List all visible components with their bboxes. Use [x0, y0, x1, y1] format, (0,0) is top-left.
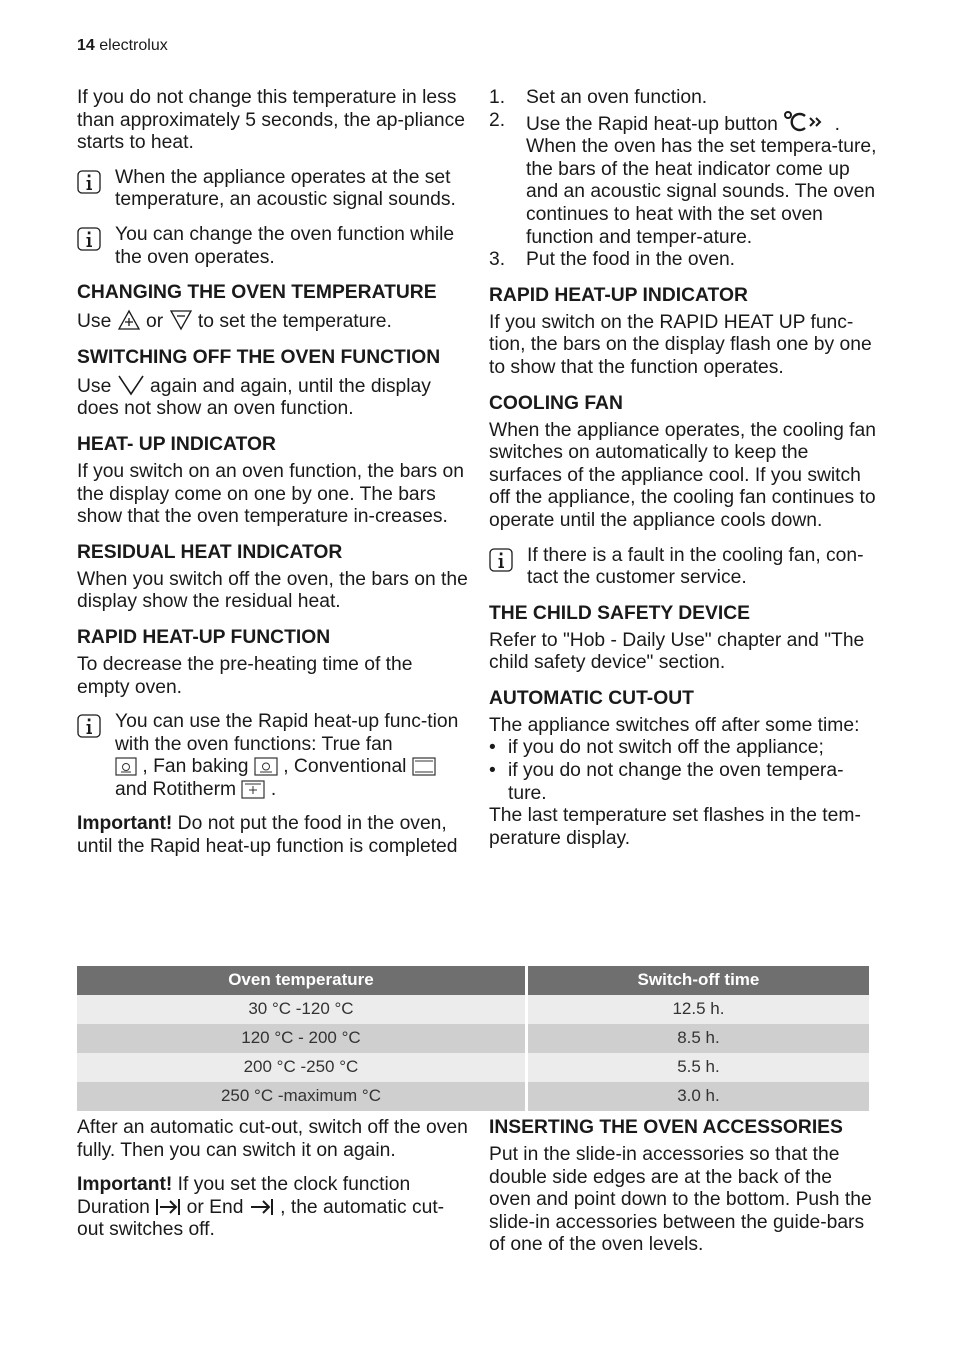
info-icon [489, 548, 513, 572]
info-icon [77, 714, 101, 738]
info-note-text: When the appliance operates at the set temperature, an acoustic signal sounds. [115, 166, 456, 211]
section-title: RAPID HEAT-UP INDICATOR [489, 284, 748, 306]
section-title: THE CHILD SAFETY DEVICE [489, 602, 751, 624]
list-item: • if you do not switch off the appliance; [489, 737, 824, 759]
table-header-cell: Oven temperature [77, 966, 525, 995]
section-title: HEAT- UP INDICATOR [77, 433, 276, 455]
section-title: SWITCHING OFF THE OVEN FUNCTION [77, 346, 441, 368]
rotitherm-icon [241, 780, 265, 799]
section-title: COOLING FAN [489, 392, 623, 414]
table-cell: 5.5 h. [528, 1053, 869, 1082]
list-item: • if you do not change the oven tempera-ture. [489, 760, 844, 804]
info-note-text: You can use the Rapid heat-up func-tion with the oven functions: True fan , Fan baking , Conventional and Rotitherm . [115, 711, 459, 800]
info-note [489, 545, 879, 590]
table-header-row [77, 966, 869, 995]
section-title: CHANGING THE OVEN TEMPERATURE [77, 282, 437, 304]
after-cutout-paragraph: After an automatic cut-out, switch off the oven fully. Then you can switch it on again. [77, 1117, 468, 1161]
section-text: When the appliance operates, the cooling fan switches on automatically to keep the surfaces of the appliance cool. If you switch off the appliance, the cooling fan continues to operate until the appliance cools down. [489, 419, 876, 531]
table-header-cell: Switch-off time [528, 966, 869, 995]
table-cell: 3.0 h. [528, 1082, 869, 1111]
section-text: Put in the slide-in accessories so that the double side edges are at the back of the oven and point down to the bottom. Push the slide-in accessories between the guide-bars of one of the oven levels. [489, 1144, 872, 1256]
table-cell: 200 °C -250 °C [77, 1053, 525, 1082]
steps-list [489, 87, 879, 272]
conventional-icon [412, 757, 436, 776]
section-text: If you switch on an oven function, the bars on the display come on one by one. The bars show that the oven temperature in-creases. [77, 460, 464, 528]
table-row [77, 995, 869, 1024]
cooling-fan-section [489, 392, 879, 590]
table-cell: 12.5 h. [528, 995, 869, 1024]
list-item: 3. Put the food in the oven. [489, 249, 736, 271]
intro-paragraph: If you do not change this temperature in less than approximately 5 seconds, the ap-pliance starts to heat. [77, 87, 466, 154]
minus-triangle-icon [169, 309, 193, 331]
plus-triangle-icon [117, 309, 141, 331]
section-title: INSERTING THE OVEN ACCESSORIES [489, 1117, 843, 1138]
info-icon [77, 170, 101, 194]
table-cell: 30 °C -120 °C [77, 995, 525, 1024]
important-paragraph: Important! If you set the clock function Duration or End , the automatic cut-out switches off. [77, 1174, 445, 1241]
table-row [77, 1082, 869, 1111]
list-item: 1. Set an oven function. [489, 87, 708, 108]
page-number: 14 [77, 37, 95, 54]
automatic-cutout-section [489, 687, 879, 851]
page-header [77, 36, 168, 56]
section-text: Use or to set the temperature. [77, 311, 392, 333]
left-column [77, 87, 469, 871]
bottom-left-block [77, 1117, 469, 1254]
section-title: RAPID HEAT-UP FUNCTION [77, 626, 331, 648]
table-cell: 250 °C -maximum °C [77, 1082, 525, 1111]
true-fan-icon [115, 757, 137, 776]
section-text: The last temperature set flashes in the tem-perature display. [489, 805, 861, 849]
table-row [77, 1053, 869, 1082]
chevron-down-icon [117, 374, 145, 396]
right-column [489, 87, 879, 860]
rapid-heatup-indicator-section [489, 284, 879, 380]
info-note-text: You can change the oven function while the oven operates. [115, 223, 455, 268]
table-cell: 120 °C - 200 °C [77, 1024, 525, 1053]
residual-heat-section [77, 541, 469, 614]
fan-baking-icon [254, 757, 278, 776]
info-icon [77, 227, 101, 251]
section-text: Refer to "Hob - Daily Use" chapter and "The child safety device" section. [489, 629, 865, 674]
section-text: When you switch off the oven, the bars on the display show the residual heat. [77, 568, 468, 613]
heatup-indicator-section [77, 433, 469, 529]
list-item: 2. Use the Rapid heat-up button . When the oven has the set tempera-ture, the bars of the heat indicator come up and an acoustic signal sounds. The oven continues to heat with the set oven function and temper-ature. [489, 109, 877, 248]
duration-icon [155, 1197, 181, 1217]
info-note [77, 711, 469, 801]
info-note [77, 167, 469, 212]
switching-off-section [77, 346, 469, 421]
rapid-heatup-function-section [77, 626, 469, 859]
section-title: AUTOMATIC CUT-OUT [489, 687, 694, 709]
section-text: If you switch on the RAPID HEAT UP func-tion, the bars on the display flash one by one to show that the function operates. [489, 311, 872, 378]
table-cell: 8.5 h. [528, 1024, 869, 1053]
important-paragraph: Important! Do not put the food in the oven, until the Rapid heat-up function is completed [77, 813, 458, 858]
cutout-table [74, 966, 872, 1111]
rapid-heatup-button-icon [783, 110, 829, 134]
table-row [77, 1024, 869, 1053]
section-title: RESIDUAL HEAT INDICATOR [77, 541, 343, 563]
end-icon [249, 1197, 275, 1217]
section-text: To decrease the pre-heating time of the empty oven. [77, 653, 413, 698]
child-safety-section [489, 602, 879, 675]
brand-name: electrolux [99, 37, 168, 54]
inserting-accessories-section [489, 1116, 879, 1269]
info-note-text: If there is a fault in the cooling fan, con-tact the customer service. [527, 544, 864, 589]
changing-temperature-section [77, 281, 469, 334]
section-text: The appliance switches off after some time: [489, 714, 860, 736]
section-text: Use again and again, until the display does not show an oven function. [77, 375, 431, 420]
bullet-list [489, 737, 879, 805]
info-note [77, 224, 469, 269]
